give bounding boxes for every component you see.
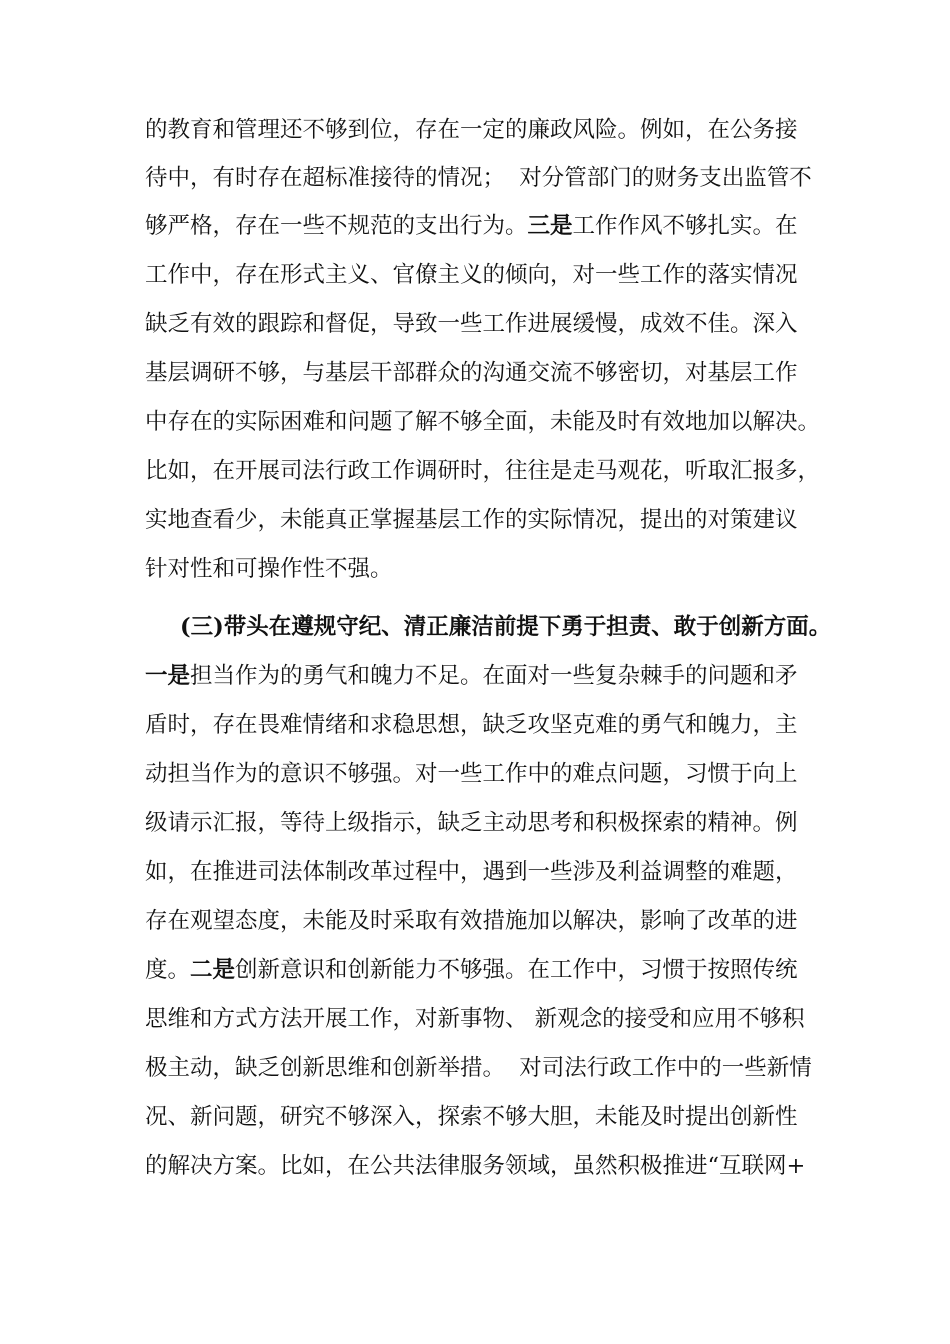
text-line <box>145 801 835 845</box>
text-segment: 度。 <box>145 957 191 983</box>
text-segment: 担当作为的勇气和魄力不足。在面对一些复杂棘手的问题和矛 <box>190 663 798 689</box>
text-line <box>145 997 835 1041</box>
text-segment: 工作作风不够扎实。在 <box>572 213 798 239</box>
text-segment: 够严格，存在一些不规范的支出行为。 <box>145 213 528 239</box>
text-segment: 思维和方式方法开展工作，对新事物、 新观念的接受和应用不够积 <box>145 1006 805 1032</box>
text-segment: 极主动，缺乏创新思维和创新举措。 对司法行政工作中的一些新情 <box>145 1055 812 1081</box>
bold-text: (三)带头在遵规守纪、清正廉洁前提下勇于担责、敢于创新方面。 <box>180 614 832 640</box>
text-segment: 针对性和可操作性不强。 <box>145 556 393 582</box>
section-heading <box>180 605 835 649</box>
bold-text: 二是 <box>190 957 236 983</box>
bold-text: 三是 <box>527 213 573 239</box>
text-line <box>145 302 835 346</box>
text-line <box>145 351 835 395</box>
text-segment: 况、新问题，研究不够深入，探索不够大胆，未能及时提出创新性 <box>145 1104 798 1130</box>
text-line <box>145 108 835 152</box>
text-segment: 待中，有时存在超标准接待的情况； 对分管部门的财务支出监管不 <box>145 165 812 191</box>
text-line <box>145 850 835 894</box>
text-segment: 基层调研不够，与基层干部群众的沟通交流不够密切，对基层工作 <box>145 360 798 386</box>
text-line <box>145 1144 835 1188</box>
text-line <box>145 752 835 796</box>
text-line <box>145 1046 835 1090</box>
text-line <box>145 498 835 542</box>
text-segment: 工作中，存在形式主义、官僚主义的倾向，对一些工作的落实情况 <box>145 262 798 288</box>
text-segment: 存在观望态度，未能及时采取有效措施加以解决，影响了改革的进 <box>145 908 798 934</box>
text-segment: 创新意识和创新能力不够强。在工作中，习惯于按照传统 <box>235 957 798 983</box>
text-segment: 级请示汇报，等待上级指示，缺乏主动思考和积极探索的精神。例 <box>145 810 798 836</box>
text-line <box>145 400 835 444</box>
text-line <box>145 253 835 297</box>
text-line <box>145 654 835 698</box>
text-segment: 中存在的实际困难和问题了解不够全面，未能及时有效地加以解决。 <box>145 409 821 435</box>
text-line <box>145 1095 835 1139</box>
text-segment: 动担当作为的意识不够强。对一些工作中的难点问题，习惯于向上 <box>145 761 798 787</box>
text-segment: 缺乏有效的跟踪和督促，导致一些工作进展缓慢，成效不佳。深入 <box>145 311 798 337</box>
text-segment: 的教育和管理还不够到位，存在一定的廉政风险。例如，在公务接 <box>145 117 798 143</box>
text-segment: 实地查看少，未能真正掌握基层工作的实际情况，提出的对策建议 <box>145 507 798 533</box>
text-segment: 比如，在开展司法行政工作调研时，往往是走马观花，听取汇报多， <box>145 458 821 484</box>
text-line <box>145 948 835 992</box>
text-line <box>145 156 835 200</box>
text-segment: 如，在推进司法体制改革过程中，遇到一些涉及利益调整的难题， <box>145 859 798 885</box>
text-line <box>145 204 835 248</box>
text-line <box>145 547 835 591</box>
text-segment: 盾时，存在畏难情绪和求稳思想，缺乏攻坚克难的勇气和魄力，主 <box>145 712 798 738</box>
text-line <box>145 449 835 493</box>
bold-text: 一是 <box>145 663 191 689</box>
text-line <box>145 703 835 747</box>
text-line <box>145 899 835 943</box>
text-segment: 的解决方案。比如，在公共法律服务领域，虽然积极推进“互联网+ <box>145 1153 806 1179</box>
